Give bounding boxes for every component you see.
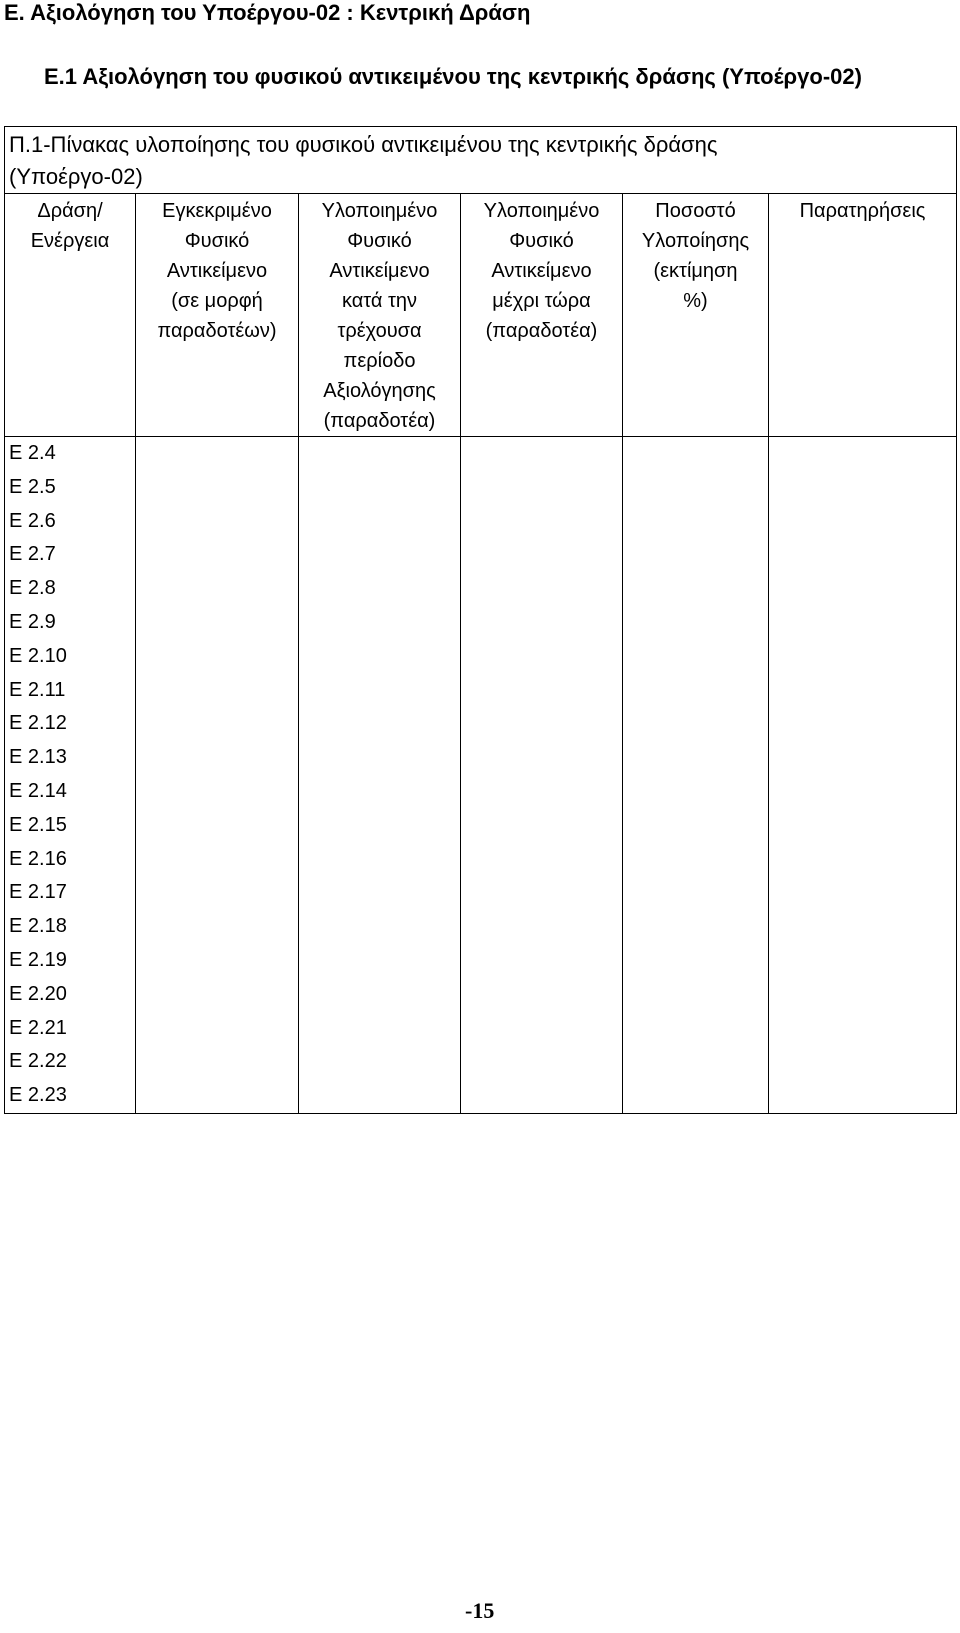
action-label: Ε 2.20 <box>9 982 67 1005</box>
header-text: Αντικείμενο <box>491 260 592 282</box>
action-label: Ε 2.13 <box>9 746 67 769</box>
action-label: Ε 2.22 <box>9 1050 67 1073</box>
header-text: περίοδο <box>343 350 416 372</box>
table-title-line: Π.1-Πίνακας υλοποίησης του φυσικού αντικειμένου της κεντρικής δράσης <box>9 132 718 157</box>
implemented-to-date-cell <box>461 437 623 1114</box>
header-text: Παρατηρήσεις <box>799 200 926 222</box>
header-text: Ποσοστό <box>655 200 736 222</box>
action-label: Ε 2.9 <box>9 610 56 633</box>
action-label: Ε 2.16 <box>9 847 67 870</box>
table-title <box>5 127 957 194</box>
header-text: Υλοποιημένο <box>321 200 438 222</box>
action-label: Ε 2.18 <box>9 915 67 938</box>
section-title: Ε. Αξιολόγηση του Υποέργου-02 : Κεντρική Δράση <box>4 0 531 25</box>
header-remarks <box>769 194 957 437</box>
remarks-cell <box>769 437 957 1114</box>
action-label: Ε 2.11 <box>9 678 66 701</box>
percentage-cell <box>623 437 769 1114</box>
action-labels-cell <box>5 437 136 1114</box>
header-text: Φυσικό <box>509 230 574 252</box>
action-label: Ε 2.21 <box>9 1016 67 1039</box>
header-text: (παραδοτέα) <box>485 320 598 342</box>
header-text: παραδοτέων) <box>157 320 277 342</box>
header-text: Φυσικό <box>184 230 250 252</box>
header-text: Εγκεκριμένο <box>162 200 272 222</box>
implementation-table <box>4 126 957 1114</box>
action-label: Ε 2.12 <box>9 712 67 735</box>
header-text: (παραδοτέα) <box>323 410 436 432</box>
header-text: Υλοποιημένο <box>483 200 600 222</box>
header-text: Φυσικό <box>347 230 412 252</box>
header-action <box>5 194 136 437</box>
header-text: Ενέργεια <box>30 230 110 252</box>
header-text: %) <box>683 290 708 312</box>
action-label: Ε 2.14 <box>9 779 67 802</box>
page-number: -15 <box>465 1598 495 1623</box>
action-label: Ε 2.10 <box>9 644 67 667</box>
header-text: Δράση/ <box>37 200 103 222</box>
table-title-line: (Υποέργο-02) <box>9 164 143 189</box>
table-header-row <box>5 194 957 437</box>
header-text: (σε μορφή <box>171 290 263 312</box>
header-implemented-to-date <box>461 194 623 437</box>
header-approved-object <box>136 194 299 437</box>
action-label: Ε 2.8 <box>9 577 56 600</box>
header-text: κατά την <box>341 290 418 312</box>
table-body-row <box>5 437 957 1114</box>
header-text: (εκτίμηση <box>653 260 738 282</box>
header-text: Αξιολόγησης <box>323 380 436 402</box>
implemented-current-cell <box>299 437 461 1114</box>
header-implemented-current <box>299 194 461 437</box>
action-label: Ε 2.19 <box>9 948 67 971</box>
header-percentage <box>623 194 769 437</box>
header-text: Υλοποίησης <box>641 230 750 252</box>
table-title-row <box>5 127 957 194</box>
action-label: Ε 2.6 <box>9 509 56 532</box>
section-subtitle: Ε.1 Αξιολόγηση του φυσικού αντικειμένου της κεντρικής δράσης (Υποέργο-02) <box>44 64 862 89</box>
header-text: Αντικείμενο <box>166 260 268 282</box>
header-text: τρέχουσα <box>337 320 422 342</box>
header-text: Αντικείμενο <box>329 260 430 282</box>
action-label: Ε 2.15 <box>9 813 67 836</box>
action-label: Ε 2.7 <box>9 543 56 566</box>
action-label: Ε 2.23 <box>9 1084 67 1107</box>
header-text: μέχρι τώρα <box>492 290 591 312</box>
action-label: Ε 2.4 <box>9 442 56 464</box>
action-label: Ε 2.5 <box>9 475 56 498</box>
action-label: Ε 2.17 <box>9 881 67 904</box>
approved-object-cell <box>136 437 299 1114</box>
